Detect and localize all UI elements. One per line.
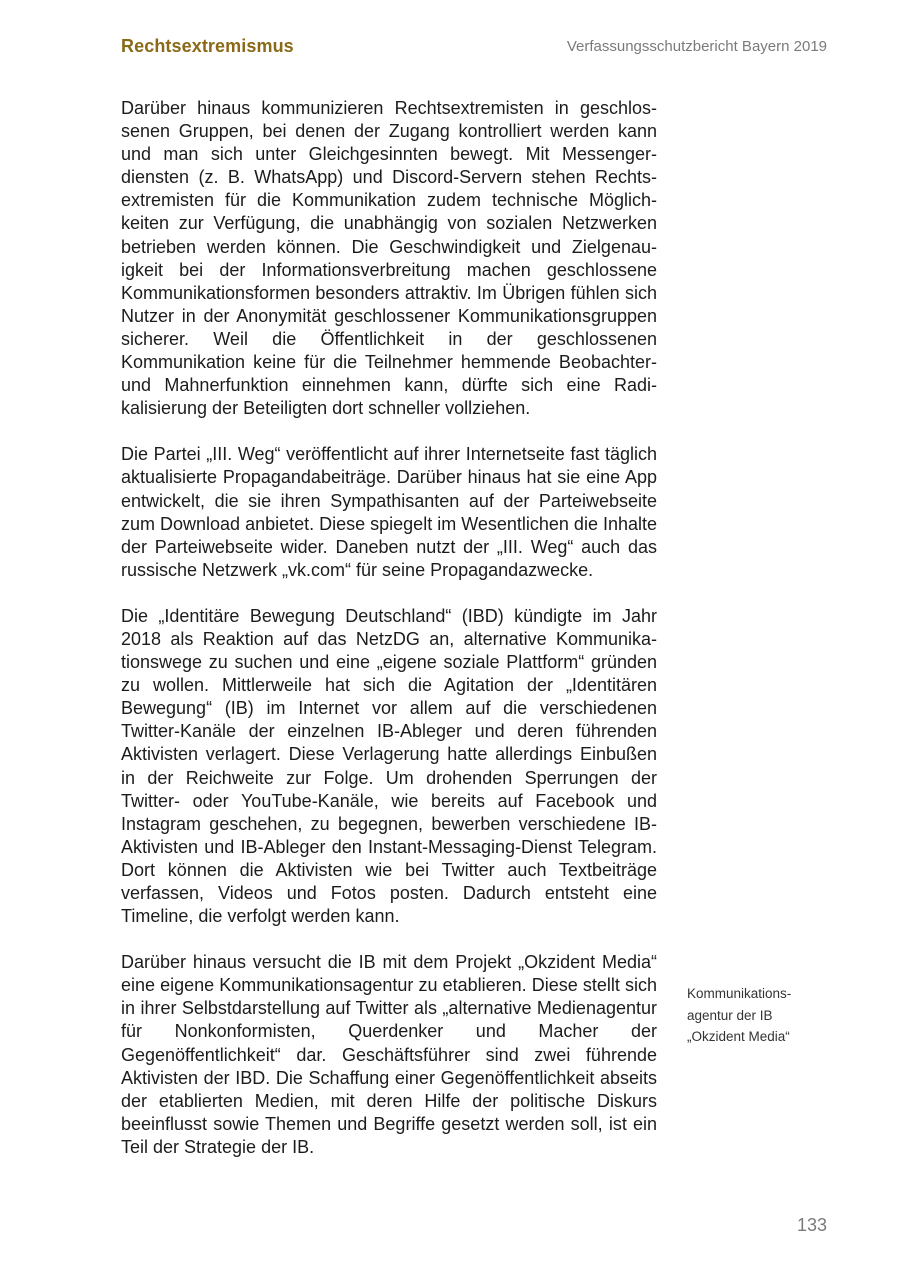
paragraph-iii-weg: Die Partei „III. Weg“ veröffentlicht auf ihrer Internetseite fast täglich aktualisierte Propagandabeiträge. Darüber hinaus hat sie eine App entwickelt, die sie ihren Sympathisanten auf der Parteiwebseite zum Download anbietet. Diese spiegelt im Wesentlichen die Inhalte der Parteiwebseite wider. Daneben nutzt der „III. Weg“ auch das russische Netzwerk „vk.com“ für seine Propagandazwecke. [121,444,657,580]
margin-note-line: Kommunikations- [687,986,792,1001]
page-number: 133 [796,1215,827,1235]
margin-note [687,983,837,1048]
running-header-section: Rechtsextremismus [121,36,294,56]
margin-note-line: agentur der IB [687,1007,773,1023]
body-text [121,97,657,1182]
paragraph-closed-groups: Darüber hinaus kommunizieren Rechtsextremisten in geschlossenen Gruppen, bei denen der Zugang kontrolliert werden kann und man sich unter Gleichgesinnten bewegt. Mit Messengerdiensten (z. B. WhatsApp) und Discord-Servern stehen Rechtsextremisten für die Kommunikation zudem technische Möglichkeiten zur Verfügung, die unabhängig von sozialen Netzwerken betrieben werden können. Die Geschwindigkeit und Zielgenauigkeit bei der Informationsverbreitung machen geschlossene Kommunikationsformen besonders attraktiv. Im Übrigen fühlen sich Nutzer in der Anonymität geschlossener Kommunikationsgruppen sicherer. Weil die Öffentlichkeit in der geschlossenen Kommunikation keine für die Teilnehmer hemmende Beobachter- und Mahnerfunktion einnehmen kann, dürfte sich eine Radikalisierung der Beteiligten dort schneller vollziehen. [121,98,657,419]
paragraph-okzident-media: Darüber hinaus versucht die IB mit dem Projekt „Okzident Media“ eine eigene Kommunikationsagentur zu etablieren. Diese stellt sich in ihrer Selbstdarstellung auf Twitter als „alternative Medienagentur für Nonkonformisten, Querdenker und Macher der Gegenöffentlichkeit“ dar. Geschäftsführer sind zwei führende Aktivisten der IBD. Die Schaffung einer Gegenöffentlichkeit abseits der etablierten Medien, mit deren Hilfe der politische Diskurs beeinflusst sowie Themen und Begriffe gesetzt werden soll, ist ein Teil der Strategie der IB. [121,952,657,1157]
running-header-publication: Verfassungsschutzbericht Bayern 2019 [566,38,827,55]
paragraph-identitaere-bewegung: Die „Identitäre Bewegung Deutschland“ (IBD) kündigte im Jahr 2018 als Reaktion auf das NetzDG an, alternative Kommunikationswege zu suchen und eine „eigene soziale Plattform“ gründen zu wollen. Mittlerweile hat sich die Agitation der „Identitären Bewegung“ (IB) im Internet vor allem auf die verschiedenen Twitter-Kanäle der einzelnen IB-Ableger und deren führenden Aktivisten verlagert. Diese Verlagerung hatte allerdings Einbußen in der Reichweite zur Folge. Um drohenden Sperrungen der Twitter- oder YouTube-Kanäle, wie bereits auf Facebook und Instagram geschehen, zu begegnen, bewerben verschiedene IB-Aktivisten und IB-Ableger den Instant-Messaging-Dienst Telegram. Dort können die Aktivisten wie bei Twitter auch Textbeiträge verfassen, Videos und Fotos posten. Dadurch entsteht eine Timeline, die verfolgt werden kann. [121,605,657,927]
margin-note-line: „Okzident Media“ [687,1029,790,1044]
